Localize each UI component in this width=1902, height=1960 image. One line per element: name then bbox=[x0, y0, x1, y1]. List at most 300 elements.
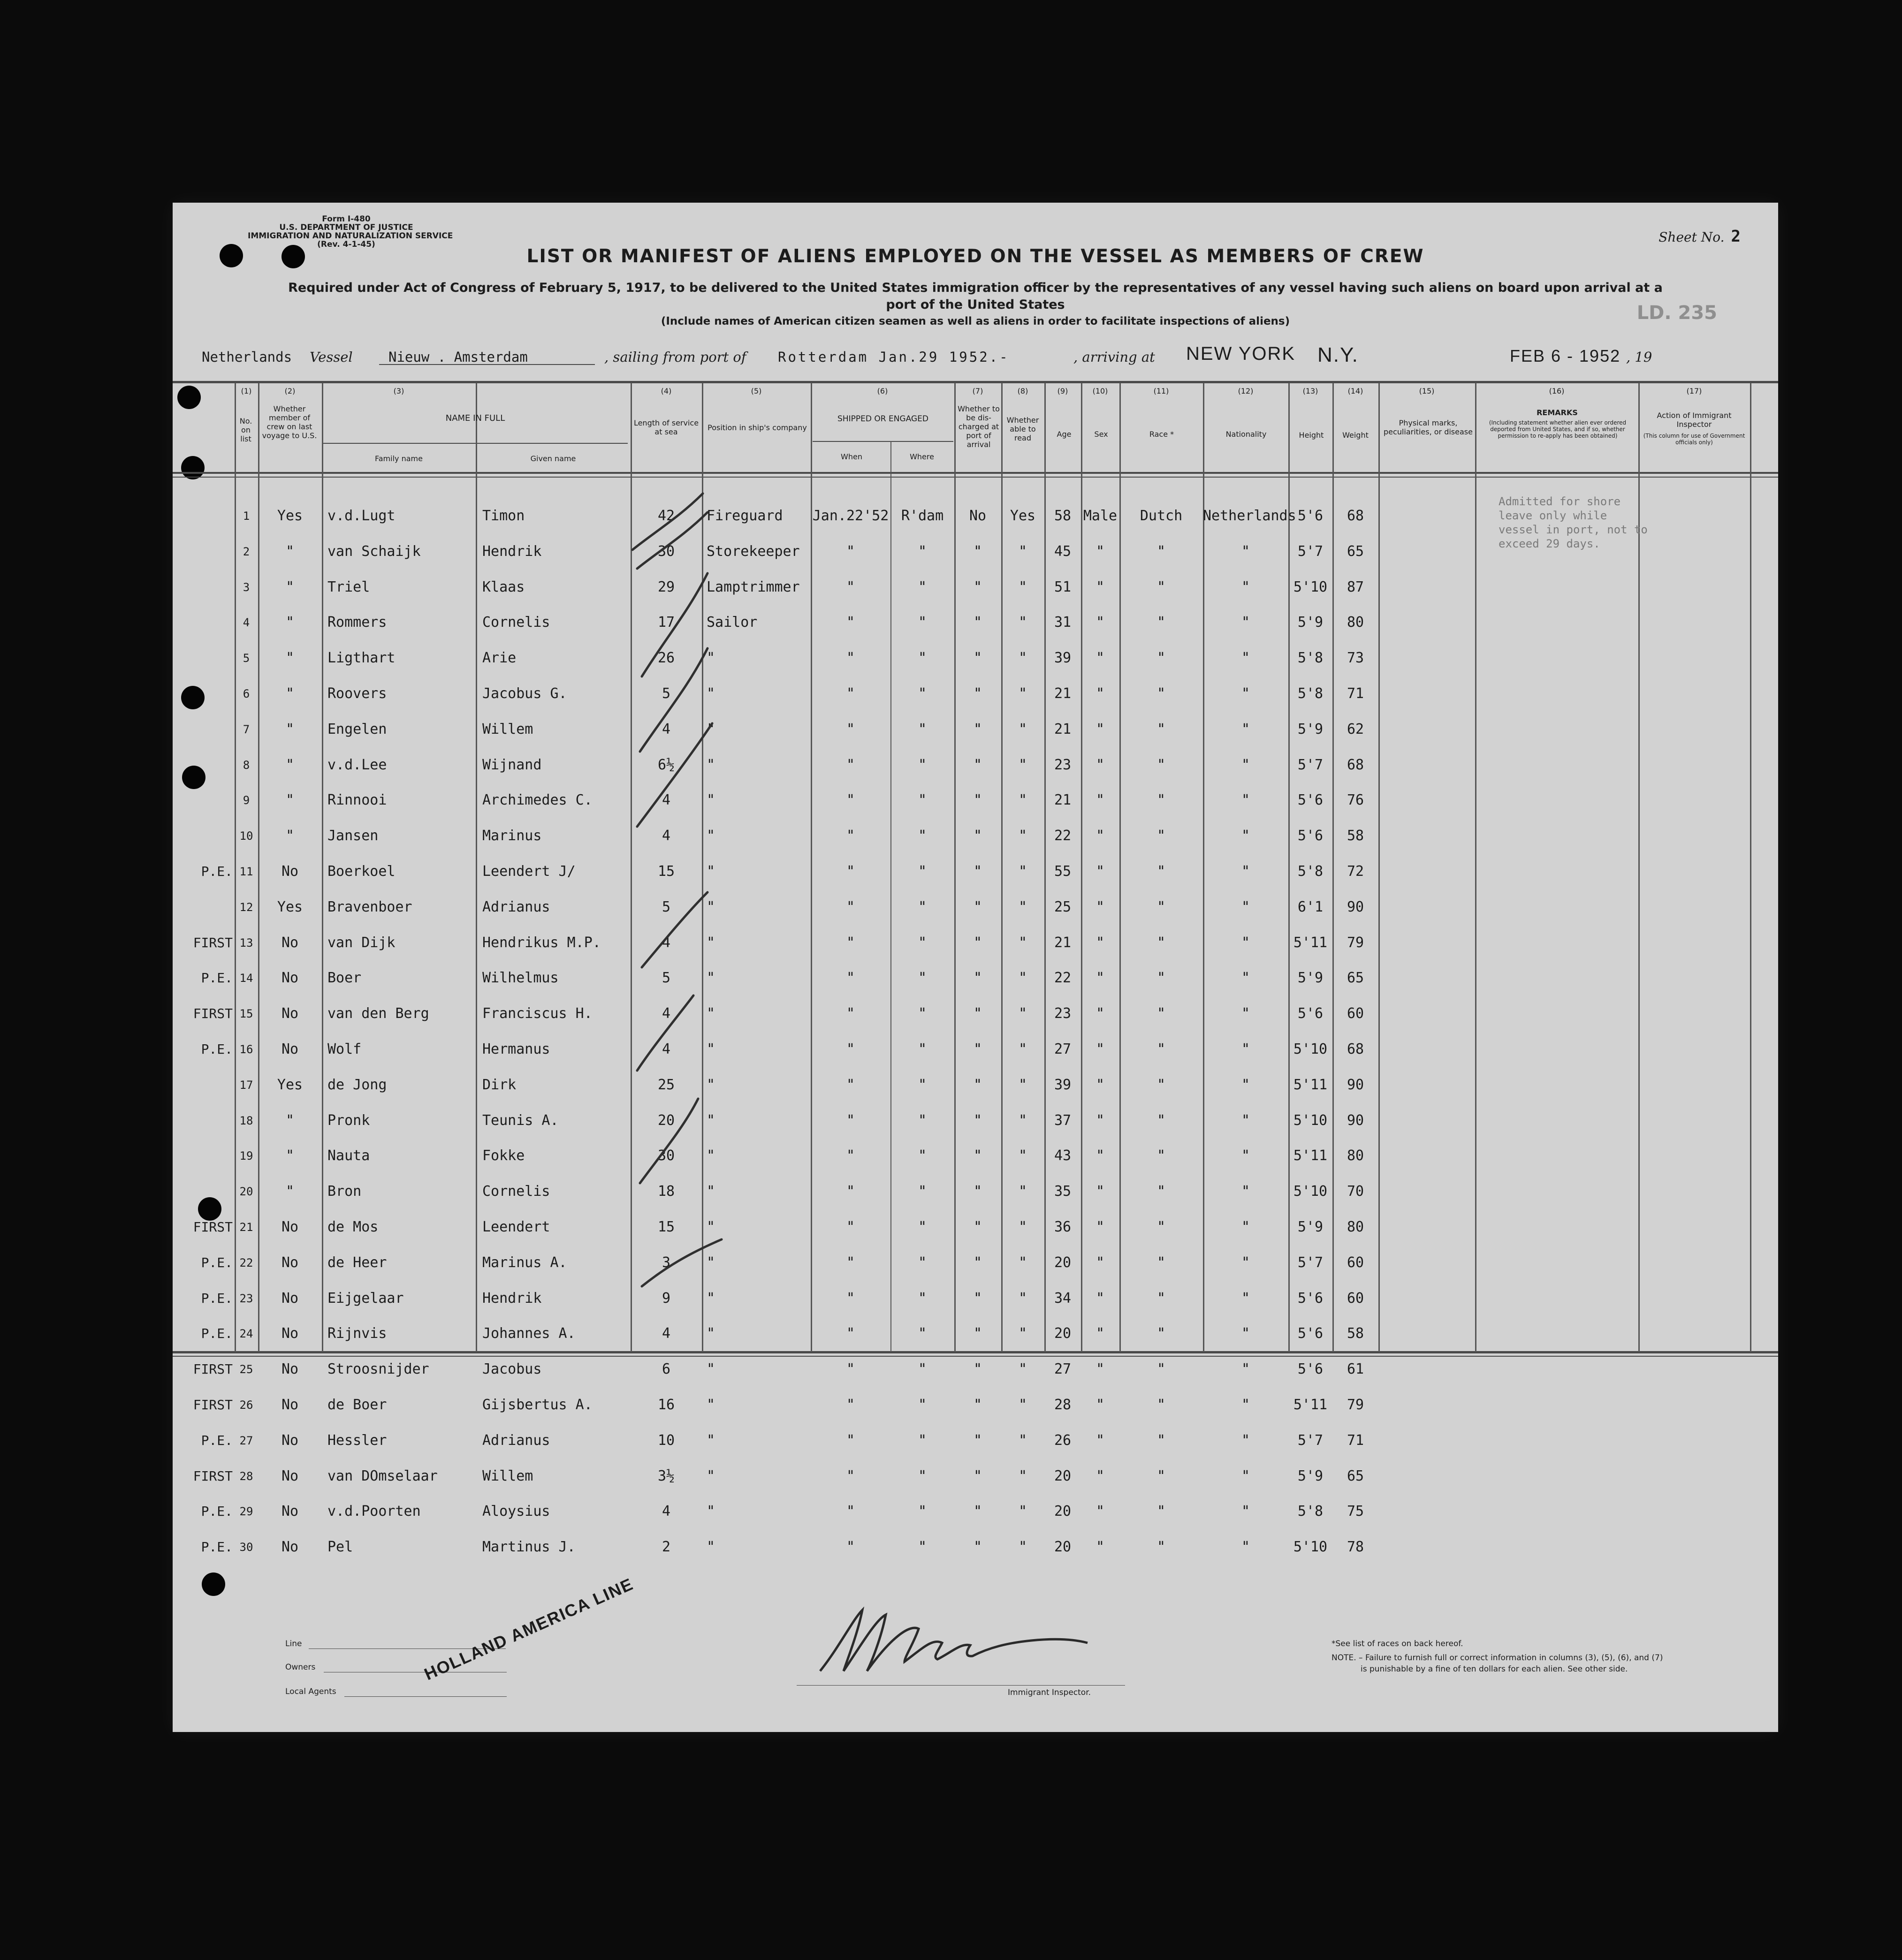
cell-nationality: " bbox=[1241, 1325, 1250, 1342]
cell-height: 5'9 bbox=[1297, 614, 1324, 631]
cell-discharged: " bbox=[973, 863, 982, 880]
cell-no: 23 bbox=[239, 1291, 253, 1305]
cell-given-name: Marinus A. bbox=[482, 1254, 567, 1271]
cell-no: 12 bbox=[239, 900, 253, 914]
cell-position: " bbox=[707, 792, 715, 809]
cell-age: 51 bbox=[1054, 578, 1072, 595]
cell-race: " bbox=[1156, 970, 1166, 987]
column-rule bbox=[1750, 383, 1751, 1352]
cell-sex: " bbox=[1096, 1325, 1105, 1342]
cell-given-name: Johannes A. bbox=[482, 1325, 576, 1342]
cell-no: 9 bbox=[243, 794, 250, 807]
cell-given-name: Franciscus H. bbox=[482, 1005, 593, 1022]
cell-last-voyage: No bbox=[281, 1254, 299, 1271]
cell-position: " bbox=[707, 934, 715, 951]
cell-where: " bbox=[918, 1219, 927, 1235]
cell-given-name: Klaas bbox=[482, 578, 525, 595]
cell-position: " bbox=[707, 1539, 715, 1556]
cell-where: R'dam bbox=[901, 508, 944, 524]
cell-when: " bbox=[846, 1467, 855, 1484]
cell-sex: " bbox=[1096, 1503, 1105, 1520]
manifest-sheet bbox=[173, 203, 1778, 1732]
cell-family-name: de Heer bbox=[327, 1254, 387, 1271]
cell-weight: 90 bbox=[1347, 898, 1364, 915]
column-number: (11) bbox=[1153, 387, 1169, 395]
cell-nationality: " bbox=[1241, 1041, 1250, 1057]
cell-weight: 68 bbox=[1347, 1041, 1364, 1057]
cell-family-name: Rijnvis bbox=[327, 1325, 387, 1342]
cell-height: 5'10 bbox=[1293, 1041, 1328, 1057]
note-label: NOTE. bbox=[1331, 1653, 1356, 1663]
cell-where: " bbox=[918, 1432, 927, 1449]
cell-able-read: " bbox=[1018, 1397, 1027, 1413]
cell-last-voyage: No bbox=[281, 1219, 299, 1235]
cell-race: " bbox=[1156, 685, 1166, 702]
cell-no: 14 bbox=[239, 972, 253, 985]
cell-service: 5 bbox=[662, 898, 671, 915]
cell-discharged: " bbox=[973, 756, 982, 773]
margin-mark: FIRST bbox=[193, 934, 233, 950]
cell-where: " bbox=[918, 1361, 927, 1378]
cell-weight: 71 bbox=[1347, 685, 1364, 702]
header-no-on-list: No. on list bbox=[239, 417, 252, 443]
form-number: Form I-480 bbox=[322, 214, 371, 224]
cell-height: 5'6 bbox=[1297, 1361, 1324, 1378]
column-number: (4) bbox=[661, 387, 672, 395]
cell-weight: 62 bbox=[1347, 721, 1364, 737]
cell-position: " bbox=[707, 828, 715, 844]
cell-height: 5'6 bbox=[1297, 792, 1324, 809]
cell-last-voyage: " bbox=[285, 721, 295, 737]
cell-position: " bbox=[707, 1290, 715, 1307]
cell-when: " bbox=[846, 898, 855, 915]
cell-race: " bbox=[1156, 792, 1166, 809]
cell-where: " bbox=[918, 614, 927, 631]
cell-sex: " bbox=[1096, 1147, 1105, 1164]
cell-discharged: " bbox=[973, 1503, 982, 1520]
footer-agents-label: Local Agents bbox=[285, 1687, 336, 1696]
cell-race: " bbox=[1156, 1005, 1166, 1022]
cell-age: 27 bbox=[1054, 1361, 1072, 1378]
sub-column-rule bbox=[476, 443, 477, 1352]
cell-able-read: " bbox=[1018, 828, 1027, 844]
column-rule bbox=[1475, 383, 1476, 1352]
cell-sex: " bbox=[1096, 1005, 1105, 1022]
cell-last-voyage: " bbox=[285, 1112, 295, 1129]
cell-no: 22 bbox=[239, 1256, 253, 1269]
cell-no: 29 bbox=[239, 1505, 253, 1519]
punch-hole bbox=[181, 456, 205, 479]
cell-able-read: Yes bbox=[1010, 508, 1036, 524]
cell-last-voyage: " bbox=[285, 828, 295, 844]
cell-age: 37 bbox=[1054, 1112, 1072, 1129]
cell-no: 8 bbox=[243, 758, 250, 772]
cell-position: " bbox=[707, 1183, 715, 1200]
cell-discharged: " bbox=[973, 1219, 982, 1235]
footer-owners-label: Owners bbox=[285, 1663, 316, 1672]
cell-nationality: " bbox=[1241, 1112, 1250, 1129]
cell-no: 20 bbox=[239, 1185, 253, 1199]
cell-service: 26 bbox=[657, 650, 675, 667]
margin-mark: P.E. bbox=[201, 1432, 233, 1448]
margin-mark: P.E. bbox=[201, 1539, 233, 1555]
cell-age: 31 bbox=[1054, 614, 1072, 631]
cell-race: " bbox=[1156, 1467, 1166, 1484]
cell-age: 21 bbox=[1054, 721, 1072, 737]
cell-height: 5'10 bbox=[1293, 1539, 1328, 1556]
punch-hole bbox=[202, 1573, 225, 1596]
cell-age: 26 bbox=[1054, 1432, 1072, 1449]
cell-position: " bbox=[707, 1041, 715, 1057]
cell-last-voyage: " bbox=[285, 1183, 295, 1200]
cell-able-read: " bbox=[1018, 685, 1027, 702]
cell-family-name: Pronk bbox=[327, 1112, 370, 1129]
cell-sex: " bbox=[1096, 1539, 1105, 1556]
header-height: Height bbox=[1299, 431, 1324, 440]
cell-where: " bbox=[918, 1147, 927, 1164]
cell-service: 3 bbox=[662, 1254, 671, 1271]
cell-nationality: " bbox=[1241, 1503, 1250, 1520]
cell-weight: 61 bbox=[1347, 1361, 1364, 1378]
cell-weight: 75 bbox=[1347, 1503, 1364, 1520]
cell-age: 23 bbox=[1054, 1005, 1072, 1022]
cell-height: 5'10 bbox=[1293, 1112, 1328, 1129]
cell-height: 5'6 bbox=[1297, 828, 1324, 844]
port-to: NEW YORK bbox=[1186, 343, 1296, 364]
cell-race: " bbox=[1156, 650, 1166, 667]
cell-where: " bbox=[918, 1041, 927, 1057]
cell-sex: " bbox=[1096, 970, 1105, 987]
cell-height: 5'8 bbox=[1297, 650, 1324, 667]
inspector-rule bbox=[797, 1685, 1125, 1686]
margin-mark: P.E. bbox=[201, 1290, 233, 1306]
cell-height: 5'11 bbox=[1293, 934, 1328, 951]
cell-given-name: Hermanus bbox=[482, 1041, 550, 1057]
races-note: *See list of races on back hereof. bbox=[1331, 1639, 1463, 1649]
cell-no: 28 bbox=[239, 1469, 253, 1483]
inspector-signature bbox=[811, 1601, 1092, 1676]
cell-last-voyage: No bbox=[281, 863, 299, 880]
cell-weight: 76 bbox=[1347, 792, 1364, 809]
cell-sex: " bbox=[1096, 1183, 1105, 1200]
cell-able-read: " bbox=[1018, 970, 1027, 987]
column-number: (5) bbox=[751, 387, 762, 395]
cell-discharged: " bbox=[973, 1076, 982, 1093]
cell-when: " bbox=[846, 1005, 855, 1022]
cell-height: 5'11 bbox=[1293, 1397, 1328, 1413]
cell-weight: 79 bbox=[1347, 934, 1364, 951]
cell-weight: 58 bbox=[1347, 828, 1364, 844]
cell-family-name: Boerkoel bbox=[327, 863, 396, 880]
cell-age: 20 bbox=[1054, 1503, 1072, 1520]
cell-given-name: Hendrikus M.P. bbox=[482, 934, 601, 951]
cell-family-name: v.d.Lugt bbox=[327, 508, 396, 524]
cell-race: " bbox=[1156, 1219, 1166, 1235]
column-number: (3) bbox=[393, 387, 404, 395]
cell-family-name: Ligthart bbox=[327, 650, 396, 667]
cell-given-name: Aloysius bbox=[482, 1503, 550, 1520]
cell-nationality: " bbox=[1241, 1432, 1250, 1449]
cell-able-read: " bbox=[1018, 1005, 1027, 1022]
cell-able-read: " bbox=[1018, 1112, 1027, 1129]
cell-discharged: " bbox=[973, 792, 982, 809]
cell-race: " bbox=[1156, 1254, 1166, 1271]
cell-position: " bbox=[707, 685, 715, 702]
cell-nationality: " bbox=[1241, 1539, 1250, 1556]
cell-age: 39 bbox=[1054, 650, 1072, 667]
cell-no: 24 bbox=[239, 1327, 253, 1341]
cell-able-read: " bbox=[1018, 1254, 1027, 1271]
note-line-2: is punishable by a fine of ten dollars for each alien. See other side. bbox=[1361, 1664, 1628, 1674]
cell-weight: 78 bbox=[1347, 1539, 1364, 1556]
cell-nationality: " bbox=[1241, 650, 1250, 667]
form-id-block bbox=[248, 214, 453, 249]
cell-discharged: " bbox=[973, 1467, 982, 1484]
cell-weight: 65 bbox=[1347, 543, 1364, 560]
cell-age: 21 bbox=[1054, 792, 1072, 809]
cell-able-read: " bbox=[1018, 1290, 1027, 1307]
cell-when: " bbox=[846, 828, 855, 844]
cell-service: 17 bbox=[657, 614, 675, 631]
column-rule bbox=[322, 383, 323, 1352]
cell-position: " bbox=[707, 650, 715, 667]
note-line-1: – Failure to furnish full or correct information in columns (3), (5), (6), and (7) bbox=[1359, 1653, 1663, 1663]
cell-discharged: " bbox=[973, 898, 982, 915]
cell-service: 2 bbox=[662, 1539, 671, 1556]
cell-when: " bbox=[846, 543, 855, 560]
cell-family-name: de Jong bbox=[327, 1076, 387, 1093]
note-block bbox=[1331, 1652, 1663, 1675]
cell-service: 6½ bbox=[657, 756, 675, 773]
cell-family-name: van den Berg bbox=[327, 1005, 429, 1022]
cell-age: 43 bbox=[1054, 1147, 1072, 1164]
cell-sex: " bbox=[1096, 1112, 1105, 1129]
cell-when: " bbox=[846, 614, 855, 631]
cell-when: " bbox=[846, 792, 855, 809]
cell-weight: 80 bbox=[1347, 614, 1364, 631]
cell-discharged: " bbox=[973, 1005, 982, 1022]
cell-race: " bbox=[1156, 898, 1166, 915]
cell-no: 30 bbox=[239, 1541, 253, 1554]
cell-given-name: Leendert J/ bbox=[482, 863, 576, 880]
year-label: , 19 bbox=[1626, 349, 1652, 365]
cell-when: " bbox=[846, 1254, 855, 1271]
cell-able-read: " bbox=[1018, 1147, 1027, 1164]
cell-race: " bbox=[1156, 578, 1166, 595]
cell-race: " bbox=[1156, 1397, 1166, 1413]
cell-given-name: Gijsbertus A. bbox=[482, 1397, 593, 1413]
cell-race: " bbox=[1156, 1112, 1166, 1129]
cell-discharged: " bbox=[973, 1397, 982, 1413]
cell-family-name: Bravenboer bbox=[327, 898, 412, 915]
cell-service: 15 bbox=[657, 1219, 675, 1235]
cell-where: " bbox=[918, 1539, 927, 1556]
cell-family-name: Engelen bbox=[327, 721, 387, 737]
column-number: (12) bbox=[1238, 387, 1254, 395]
cell-nationality: " bbox=[1241, 934, 1250, 951]
cell-height: 5'6 bbox=[1297, 508, 1324, 524]
cell-nationality: " bbox=[1241, 578, 1250, 595]
cell-height: 5'6 bbox=[1297, 1290, 1324, 1307]
cell-weight: 60 bbox=[1347, 1005, 1364, 1022]
cell-position: " bbox=[707, 1112, 715, 1129]
cell-sex: " bbox=[1096, 1397, 1105, 1413]
cell-family-name: Bron bbox=[327, 1183, 362, 1200]
cell-discharged: " bbox=[973, 1432, 982, 1449]
cell-age: 22 bbox=[1054, 828, 1072, 844]
cell-when: Jan.22'52 bbox=[812, 508, 889, 524]
cell-when: " bbox=[846, 970, 855, 987]
cell-position: " bbox=[707, 863, 715, 880]
cell-given-name: Cornelis bbox=[482, 1183, 550, 1200]
cell-race: " bbox=[1156, 1361, 1166, 1378]
cell-where: " bbox=[918, 721, 927, 737]
column-number: (13) bbox=[1302, 387, 1318, 395]
punch-hole bbox=[181, 686, 205, 709]
cell-discharged: " bbox=[973, 1254, 982, 1271]
cell-given-name: Leendert bbox=[482, 1219, 550, 1235]
cell-when: " bbox=[846, 578, 855, 595]
header-nationality: Nationality bbox=[1225, 430, 1267, 439]
cell-weight: 65 bbox=[1347, 970, 1364, 987]
vessel-flag: Netherlands bbox=[202, 349, 292, 365]
cell-when: " bbox=[846, 1076, 855, 1093]
header-action-inspector: Action of Immigrant Inspector bbox=[1657, 411, 1732, 429]
subtitle-line-2: port of the United States bbox=[886, 297, 1065, 312]
cell-sex: " bbox=[1096, 1432, 1105, 1449]
cell-age: 20 bbox=[1054, 1254, 1072, 1271]
cell-family-name: Jansen bbox=[327, 828, 379, 844]
cell-height: 5'9 bbox=[1297, 721, 1324, 737]
cell-position: " bbox=[707, 721, 715, 737]
cell-able-read: " bbox=[1018, 1503, 1027, 1520]
shipped-header-rule bbox=[813, 441, 953, 442]
cell-when: " bbox=[846, 685, 855, 702]
punch-hole bbox=[182, 766, 205, 789]
margin-mark: P.E. bbox=[201, 1326, 233, 1342]
cell-family-name: de Boer bbox=[327, 1397, 387, 1413]
cell-height: 5'7 bbox=[1297, 756, 1324, 773]
cell-where: " bbox=[918, 1076, 927, 1093]
margin-mark: P.E. bbox=[201, 1041, 233, 1057]
cell-where: " bbox=[918, 756, 927, 773]
cell-height: 5'9 bbox=[1297, 1219, 1324, 1235]
cell-race: " bbox=[1156, 721, 1166, 737]
cell-able-read: " bbox=[1018, 1041, 1027, 1057]
cell-family-name: van Dijk bbox=[327, 934, 396, 951]
header-member-last-voyage: Whether member of crew on last voyage to U.S. bbox=[262, 404, 317, 440]
cell-sex: " bbox=[1096, 614, 1105, 631]
cell-height: 5'8 bbox=[1297, 685, 1324, 702]
cell-given-name: Wilhelmus bbox=[482, 970, 559, 987]
cell-sex: " bbox=[1096, 1361, 1105, 1378]
pencil-marks bbox=[623, 489, 736, 1347]
cell-age: 20 bbox=[1054, 1467, 1072, 1484]
header-sex: Sex bbox=[1094, 430, 1108, 439]
cell-race: " bbox=[1156, 1503, 1166, 1520]
cell-last-voyage: No bbox=[281, 1539, 299, 1556]
cell-nationality: " bbox=[1241, 970, 1250, 987]
cell-last-voyage: " bbox=[285, 578, 295, 595]
header-age: Age bbox=[1057, 430, 1072, 439]
header-physical-marks: Physical marks, peculiarities, or disease bbox=[1384, 418, 1473, 436]
margin-mark: FIRST bbox=[193, 1361, 233, 1377]
name-header-rule bbox=[323, 443, 628, 444]
cell-no: 4 bbox=[243, 616, 250, 630]
cell-weight: 90 bbox=[1347, 1112, 1364, 1129]
cell-where: " bbox=[918, 1290, 927, 1307]
cell-family-name: Pel bbox=[327, 1539, 353, 1556]
cell-able-read: " bbox=[1018, 614, 1027, 631]
cell-discharged: " bbox=[973, 934, 982, 951]
cell-last-voyage: Yes bbox=[277, 508, 303, 524]
cell-able-read: " bbox=[1018, 578, 1027, 595]
cell-when: " bbox=[846, 1147, 855, 1164]
cell-sex: " bbox=[1096, 898, 1105, 915]
sailing-label: , sailing from port of bbox=[604, 349, 746, 365]
cell-last-voyage: No bbox=[281, 1041, 299, 1057]
cell-service: 25 bbox=[657, 1076, 675, 1093]
cell-able-read: " bbox=[1018, 1183, 1027, 1200]
cell-when: " bbox=[846, 1112, 855, 1129]
cell-given-name: Jacobus bbox=[482, 1361, 542, 1378]
cell-height: 5'8 bbox=[1297, 863, 1324, 880]
cell-where: " bbox=[918, 863, 927, 880]
cell-race: " bbox=[1156, 934, 1166, 951]
cell-discharged: " bbox=[973, 1290, 982, 1307]
cell-race: " bbox=[1156, 1325, 1166, 1342]
cell-service: 4 bbox=[662, 792, 671, 809]
header-discharged: Whether to be dis-charged at port of arrival bbox=[958, 404, 1000, 449]
cell-given-name: Timon bbox=[482, 508, 525, 524]
cell-position: Lamptrimmer bbox=[707, 578, 800, 595]
cell-where: " bbox=[918, 1112, 927, 1129]
cell-last-voyage: No bbox=[281, 1290, 299, 1307]
cell-family-name: v.d.Lee bbox=[327, 756, 387, 773]
vessel-underline bbox=[379, 364, 595, 365]
cell-when: " bbox=[846, 863, 855, 880]
cell-sex: " bbox=[1096, 1076, 1105, 1093]
cell-where: " bbox=[918, 792, 927, 809]
cell-where: " bbox=[918, 1503, 927, 1520]
cell-given-name: Teunis A. bbox=[482, 1112, 559, 1129]
cell-age: 20 bbox=[1054, 1325, 1072, 1342]
cell-nationality: Netherlands bbox=[1203, 508, 1296, 524]
cell-sex: " bbox=[1096, 721, 1105, 737]
cell-service: 4 bbox=[662, 1005, 671, 1022]
cell-discharged: " bbox=[973, 828, 982, 844]
subtitle-line-1: Required under Act of Congress of February 5, 1917, to be delivered to the United States immigration officer by the representatives of any vessel having such aliens on board upon arrival at a bbox=[288, 281, 1663, 295]
punch-hole bbox=[177, 386, 201, 409]
cell-race: " bbox=[1156, 543, 1166, 560]
cell-last-voyage: " bbox=[285, 685, 295, 702]
cell-position: " bbox=[707, 1005, 715, 1022]
cell-height: 5'9 bbox=[1297, 1467, 1324, 1484]
cell-discharged: " bbox=[973, 614, 982, 631]
arrival-date-stamp: FEB 6 - 1952 bbox=[1510, 346, 1621, 365]
cell-no: 6 bbox=[243, 687, 250, 700]
cell-family-name: Stroosnijder bbox=[327, 1361, 429, 1378]
cell-service: 4 bbox=[662, 721, 671, 737]
header-remarks: REMARKS bbox=[1537, 408, 1578, 417]
cell-position: " bbox=[707, 1397, 715, 1413]
cell-nationality: " bbox=[1241, 1183, 1250, 1200]
cell-nationality: " bbox=[1241, 1219, 1250, 1235]
header-weight: Weight bbox=[1342, 431, 1369, 440]
cell-when: " bbox=[846, 721, 855, 737]
header-name-in-full: NAME IN FULL bbox=[445, 413, 505, 423]
form-revision: (Rev. 4-1-45) bbox=[317, 240, 375, 249]
